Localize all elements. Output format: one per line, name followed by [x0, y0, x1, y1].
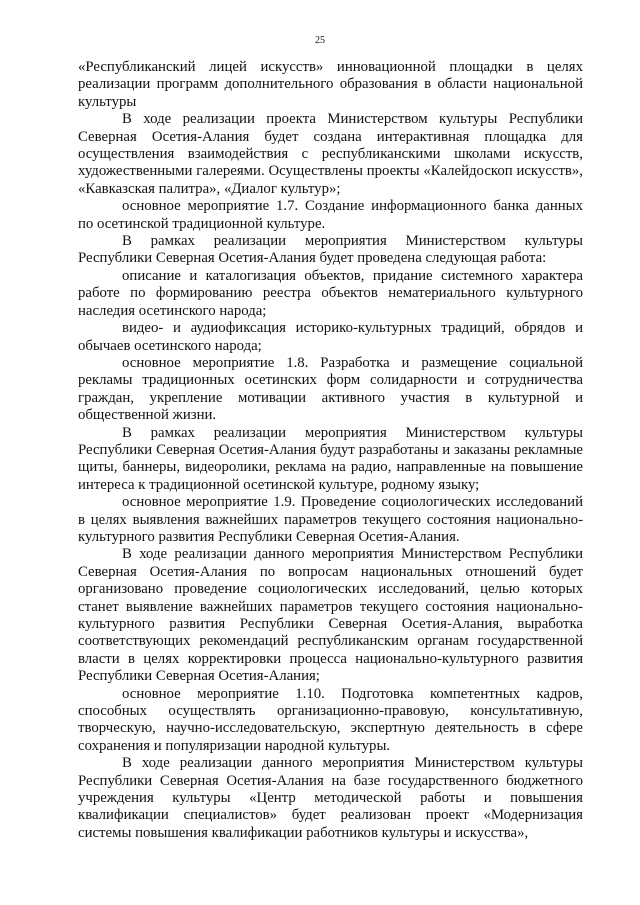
- paragraph: В ходе реализации данного мероприятия Министерством культуры Республики Северная Осетия-Алания на базе государственного бюджетного учреждения культуры «Центр методической работы и повышения квалификации специалистов» будет реализован проект «Модернизация системы повышения квалификации работников культуры и искусства»,: [78, 755, 583, 841]
- paragraph: «Республиканский лицей искусств» инновационной площадки в целях реализации программ дополнительного образования в области национальной культуры: [78, 59, 583, 110]
- paragraph: основное мероприятие 1.7. Создание информационного банка данных по осетинской традиционной культуре.: [78, 198, 583, 232]
- paragraph: В рамках реализации мероприятия Министерством культуры Республики Северная Осетия-Алания будут разработаны и заказаны рекламные щиты, баннеры, видеоролики, реклама на радио, направленные на повышение интереса к традиционной осетинской культуре, родному языку;: [78, 424, 583, 493]
- paragraph: В рамках реализации мероприятия Министерством культуры Республики Северная Осетия-Алания будет проведена следующая работа:: [78, 233, 583, 267]
- paragraph: основное мероприятие 1.8. Разработка и размещение социальной рекламы традиционных осетинских форм солидарности и сотрудничества граждан, укрепление мотивации активного участия в культурной и общественной жизни.: [78, 354, 583, 424]
- paragraph: основное мероприятие 1.10. Подготовка компетентных кадров, способных осуществлять организационно-правовую, консультативную, творческую, научно-исследовательскую, экспертную деятельность в сфере сохранения и популяризации народной культуры.: [78, 685, 583, 754]
- paragraph: В ходе реализации данного мероприятия Министерством Республики Северная Осетия-Алания по вопросам национальных отношений будет организовано проведение социологических исследований, целью которых станет выявление важнейших параметров текущего состояния национально-культурного развития Республики Северная Осетия-Алания, выработка соответствующих рекомендаций республиканским органам государственной власти в целях корректировки процесса национально-культурного развития Республики Северная Осетия-Алания;: [78, 546, 583, 685]
- document-body: [78, 59, 583, 842]
- paragraph: В ходе реализации проекта Министерством культуры Республики Северная Осетия-Алания будет создана интерактивная площадка для осуществления взаимодействия с республиканскими школами искусств, художественными галереями. Осуществлены проекты «Калейдоскоп искусств», «Кавказская палитра», «Диалог культур»;: [78, 111, 583, 197]
- page-number: 25: [315, 35, 325, 46]
- paragraph: описание и каталогизация объектов, придание системного характера работе по формированию реестра объектов нематериального культурного наследия осетинского народа;: [78, 267, 583, 319]
- paragraph: основное мероприятие 1.9. Проведение социологических исследований в целях выявления важнейших параметров текущего состояния национально-культурного развития Республики Северная Осетия-Алания.: [78, 494, 583, 545]
- paragraph: видео- и аудиофиксация историко-культурных традиций, обрядов и обычаев осетинского народа;: [78, 320, 583, 354]
